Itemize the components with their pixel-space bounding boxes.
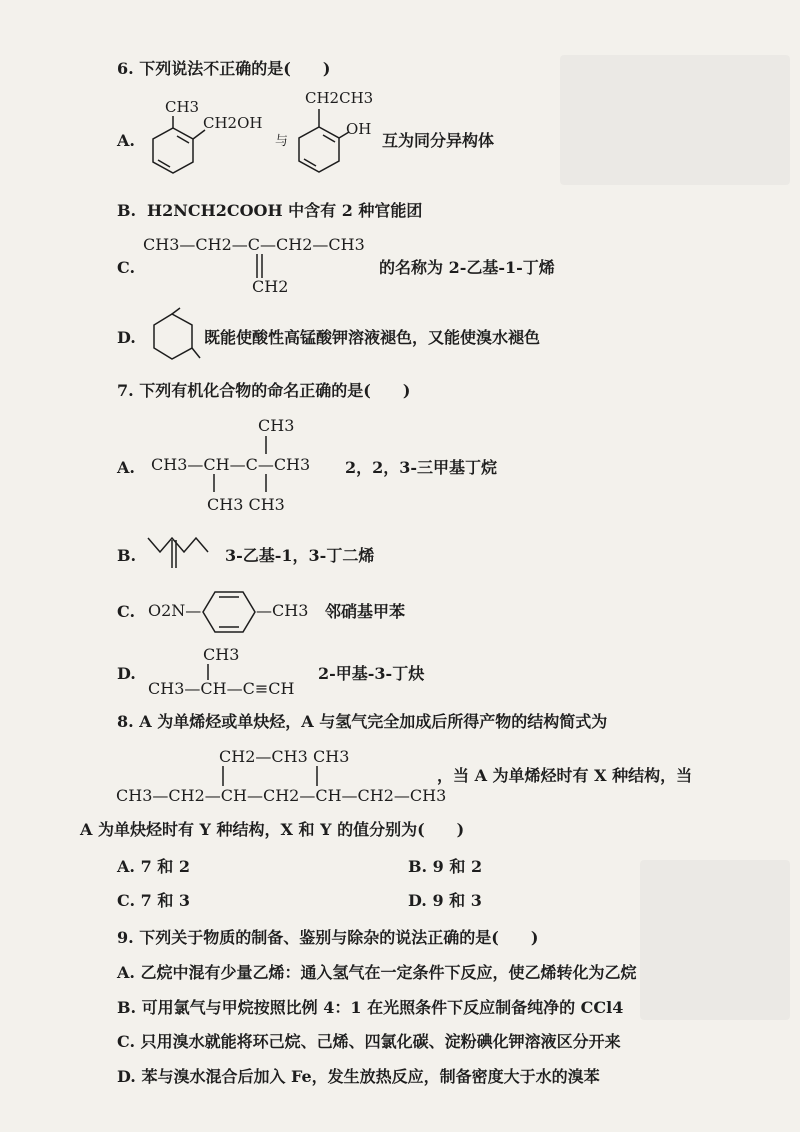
q6-a-text: 互为同分异构体 bbox=[382, 131, 495, 150]
q6-a-mol2-oh: OH bbox=[346, 120, 372, 138]
q6-a-mol2-ch2ch3: CH2CH3 bbox=[305, 89, 374, 107]
q6-a-label: A. bbox=[117, 131, 135, 150]
q9-option-b: B. 可用氯气与甲烷按照比例 4：1 在光照条件下反应制备纯净的 CCl4 bbox=[117, 998, 624, 1017]
q6-d-label: D. bbox=[117, 328, 136, 347]
q7-c-left: O2N— bbox=[148, 601, 202, 620]
q6-d-text: 既能使酸性高锰酸钾溶液褪色，又能使溴水褪色 bbox=[204, 328, 541, 347]
q8-option-d: D. 9 和 3 bbox=[408, 891, 482, 910]
q7-a-top: CH3 bbox=[258, 416, 295, 435]
methylcyclohexene-structure bbox=[150, 308, 210, 364]
q9-option-a: A. 乙烷中混有少量乙烯：通入氢气在一定条件下反应，使乙烯转化为乙烷 bbox=[117, 963, 637, 982]
q6-c-branch: CH2 bbox=[252, 277, 289, 296]
q8-line2: A 为单炔烃时有 Y 种结构，X 和 Y 的值分别为( ) bbox=[80, 820, 465, 839]
bond-vertical bbox=[206, 664, 210, 680]
q7-stem: 7. 下列有机化合物的命名正确的是( ) bbox=[117, 381, 411, 400]
q7-a-label: A. bbox=[117, 458, 135, 477]
q9-option-d: D. 苯与溴水混合后加入 Fe，发生放热反应，制备密度大于水的溴苯 bbox=[117, 1067, 600, 1086]
bleed-through bbox=[640, 860, 790, 1020]
q6-a-mol1-ch3: CH3 bbox=[165, 98, 200, 116]
q6-b-text: H2NCH2COOH 中含有 2 种官能团 bbox=[147, 201, 423, 220]
q8-stem: 8. A 为单烯烃或单炔烃，A 与氢气完全加成后所得产物的结构简式为 bbox=[117, 712, 608, 731]
q6-b-label: B. bbox=[117, 201, 137, 220]
q7-a-text: 2，2，3-三甲基丁烷 bbox=[345, 458, 498, 477]
q7-d-text: 2-甲基-3-丁炔 bbox=[318, 664, 425, 683]
q7-b-text: 3-乙基-1，3-丁二烯 bbox=[225, 546, 375, 565]
q8-branch-ethyl: CH2—CH3 bbox=[219, 747, 308, 766]
q6-c-text: 的名称为 2-乙基-1-丁烯 bbox=[379, 258, 555, 277]
q8-option-c: C. 7 和 3 bbox=[117, 891, 191, 910]
q8-main-chain: CH3—CH2—CH—CH2—CH—CH2—CH3 bbox=[116, 786, 447, 805]
q9-option-c: C. 只用溴水就能将环己烷、己烯、四氯化碳、淀粉碘化钾溶液区分开来 bbox=[117, 1032, 621, 1051]
isoprene-skeleton bbox=[146, 530, 214, 572]
q6-a-mol1-ch2oh: CH2OH bbox=[203, 114, 263, 132]
q8-tail: ，当 A 为单烯烃时有 X 种结构，当 bbox=[437, 766, 693, 785]
q9-stem: 9. 下列关于物质的制备、鉴别与除杂的说法正确的是( ) bbox=[117, 928, 539, 947]
q7-c-text: 邻硝基甲苯 bbox=[325, 602, 406, 621]
bond-vertical bbox=[212, 474, 272, 494]
bond-vertical bbox=[221, 766, 321, 788]
q7-b-label: B. bbox=[117, 546, 137, 565]
q6-stem: 6. 下列说法不正确的是( ) bbox=[117, 59, 331, 78]
q6-c-main-chain: CH3—CH2—C—CH2—CH3 bbox=[143, 235, 365, 254]
bond-vertical bbox=[264, 436, 268, 454]
q7-c-right: —CH3 bbox=[256, 601, 309, 620]
q7-d-top: CH3 bbox=[203, 645, 240, 664]
o-ethylphenol-structure bbox=[296, 103, 356, 183]
q7-a-bottom: CH3 CH3 bbox=[207, 495, 285, 514]
q6-a-connector: 与 bbox=[275, 134, 289, 149]
benzene-ring bbox=[201, 588, 257, 636]
q8-option-a: A. 7 和 2 bbox=[117, 857, 190, 876]
q7-d-main: CH3—CH—C≡CH bbox=[148, 679, 295, 698]
q7-d-label: D. bbox=[117, 664, 136, 683]
q8-branch-methyl: CH3 bbox=[313, 747, 350, 766]
q6-c-label: C. bbox=[117, 258, 136, 277]
bleed-through bbox=[560, 55, 790, 185]
q7-a-main: CH3—CH—C—CH3 bbox=[151, 455, 311, 474]
q8-option-b: B. 9 和 2 bbox=[408, 857, 483, 876]
q7-c-label: C. bbox=[117, 602, 136, 621]
o-methylbenzyl-alcohol-structure bbox=[150, 112, 210, 182]
